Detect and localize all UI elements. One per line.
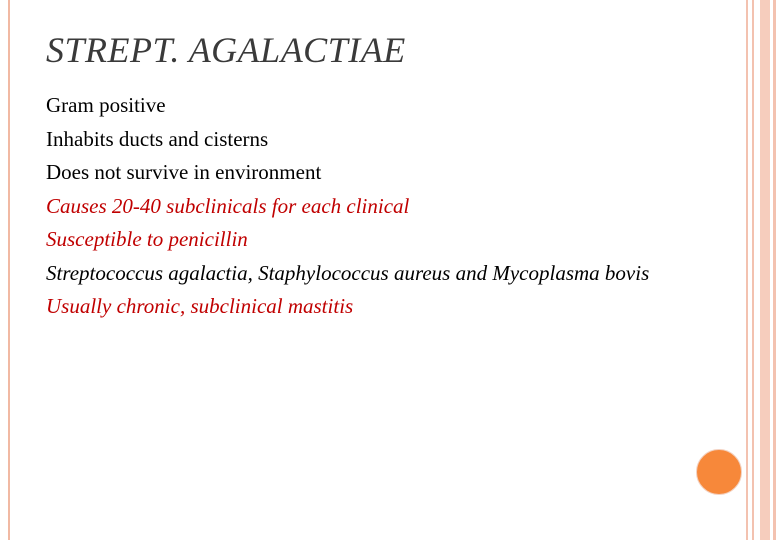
bullet-item-highlight: Susceptible to penicillin	[46, 227, 248, 251]
right-border-stripe	[760, 0, 770, 540]
bullet-item-highlight: Usually chronic, subclinical mastitis	[46, 294, 354, 318]
orange-circle-decoration	[696, 449, 742, 495]
bullet-item: Does not survive in environment	[46, 160, 322, 184]
right-border-stripe	[773, 0, 776, 540]
bullet-item: Inhabits ducts and cisterns	[46, 126, 269, 151]
left-border-line	[8, 0, 10, 540]
right-border-stripe	[752, 0, 754, 540]
bullet-item: Gram positive	[46, 93, 166, 117]
bullet-list	[46, 92, 730, 327]
right-border-stripe	[746, 0, 748, 540]
bullet-item-italic: Streptococcus agalactia, Staphylococcus aureus and Mycoplasma bovis	[46, 260, 650, 285]
bullet-item-highlight: Causes 20-40 subclinicals for each clinical	[46, 193, 410, 218]
slide-title: STREPT. AGALACTIAE	[46, 30, 406, 70]
